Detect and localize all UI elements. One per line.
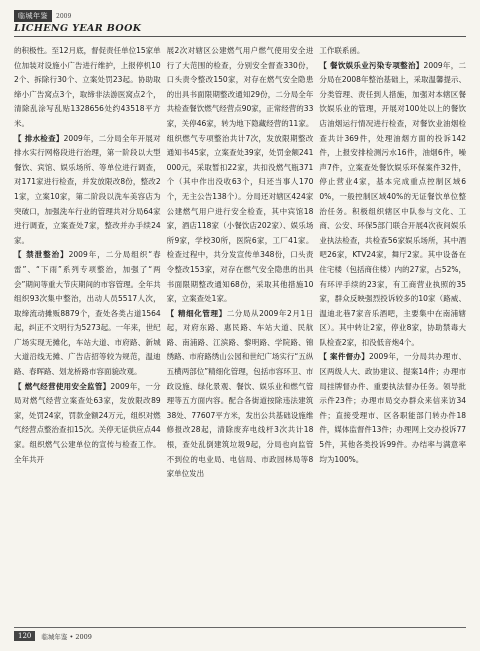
section-paragraph — [167, 307, 314, 482]
body-paragraph: 工作联系函。 — [319, 46, 365, 55]
text-column-1 — [14, 44, 161, 610]
body-paragraph: 展2次对辖区公建燃气用户燃气使用安全进行了大范围的检查，分别安全督查330份，口头责令整改150家，对存在燃气安全隐患的出具书面限期整改通知29份，二分局全年共检查餐饮燃气经营点90家，正常经营的33家，关停46家，转为地下隐藏经营的11家。组织燃气专项整治共计7次，发放限期整改通知书45家，立案查处39家，处罚金额241000元，采取暂扣22家，共扣没燃气瓶371个（其中作出没收63个，归还当事人170个，无主公告138个）。分局还对辖区424家公建燃气用户进行安全检查，其中宾馆18家，酒店118家（小餐饮店202家）、娱乐场所9家，学校30所，医院6家，工厂41家。检查过程中，共分发宣传单348份，口头责令整改153家，对存在燃气安全隐患的出具书面限期整改通知68份，采取其他措施10家，立案查处1家。 — [166, 46, 314, 304]
section-body-text: 2009年，二分局组织“春雷”、“下雨”系列专项整治，加强了“两会”期间等重大节庆期间的市容管理。全年共组织93次集中整治，出动人员5517人次，取缔流动摊贩8879个，查处各类占道1564起，纠正不文明行为5273起。一年来，世纪广场实现无摊化，车站大道、市府路、新城大道沿线无摊、广告店招等较为规范，温迪路、春晖路、划龙桥路市容面貌改观。 — [14, 250, 161, 377]
section-body-text: 2009年，一分局对燃气经营立案查处63家，发放限改89家，处罚24家，罚款金额24万元，组织对燃气经营点整治查扣15次。关停无证供应点44家。组织燃气公建单位的宣传与检查工作。全年共开 — [14, 381, 161, 464]
page-header — [14, 10, 466, 37]
body-paragraph: 的积极性。至12月底，督促责任单位15家单位加装对设施小广告进行维护，上报停机102个、拆除行30个、立案处罚23起。协助取缔小广告窝点3个，取缔非法游医窝点2个，清除乱涂写乱贴1328656处约43518平方米。 — [14, 46, 161, 128]
header-english-title: LICHENG YEAR BOOK — [14, 23, 142, 34]
section-paragraph — [319, 350, 466, 467]
section-paragraph — [14, 380, 161, 468]
text-column-3 — [319, 44, 466, 610]
section-paragraph — [319, 59, 466, 351]
footer-row — [14, 631, 466, 641]
text-column-2 — [167, 44, 314, 610]
section-heading: 【 案件督办】 — [319, 352, 369, 362]
header-year: 2009 — [56, 12, 72, 20]
section-paragraph — [14, 132, 161, 249]
header-divider — [14, 36, 466, 37]
section-heading: 【 精细化管理】 — [166, 308, 227, 318]
section-heading: 【 禁泄整治】 — [14, 250, 69, 260]
section-paragraph — [14, 248, 161, 379]
section-body-text: 2009年，二分局全年开展对排水实行网格段进行治理，第一阶段以大型餐饮、宾馆、娱乐场所、等单位进行调查，对171家进行检查，并发放限改8份，整改21家，立案10家，第二阶段以洗车美容店为突破口，加强洗车行业的管理共对分局64家进行调查，立案查处7家，整改并办手续24家。 — [14, 133, 161, 245]
section-body-text: 2009年，二分局在2008年整治基础上，采取温馨提示、分类管理、责任到人措施，加强对本辖区餐饮娱乐业的管理，开展对100处以上的餐饮店油烟运行情况进行检查，对餐饮业油烟检查共计369件，处理油烟方面的投诉142件，上报安排检测污水16件，油烟6件，噪声7件，立案查处餐饮娱乐环保案件32件，停止营业4家，基本完成重点控制区域60%，一般控制区域40%的无证餐饮单位整治任务。积极组织辖区中队参与文化、工商、公安、环保5部门联合开展4次夜间娱乐业执法检查，共检查56家娱乐场所，其中酒吧26家，KTV24家，舞厅2家。其中设备在住宅楼（包括商住楼）内的27家，占52%，有环评手续的23家，有工商营业执照的35家，群众反映强烈投诉较多的10家（路威、温迪北巷7家音乐酒吧，主要集中在南浦辖区）。其中转让2家，停业8家，协助禁毒大队检查2家，扣没低音炮4个。 — [319, 60, 467, 347]
section-heading: 【 排水检查】 — [14, 133, 64, 143]
section-body-text: 二分局从2009年2月1日起，对府东路、惠民路、车站大道、民航路、南浦路、江滨路、黎明路、学院路、锦绣路、市府路绣山公园和世纪广场实行“五纵五横两部位”精细化管理，包括市容环卫、市政设施、绿化景观、餐饮、娱乐业和燃气管理等五方面内容。配合各街道按除违法建筑38处、77607平方米，发出公共基础设施维修报改28起，清除废弃电线杆3次共计18根，查处乱倒建筑垃圾9起，分局也向监管不到位的电业局、电信局、市政园林局等8家单位发出 — [166, 308, 314, 479]
footer-title: 临城年鉴 • 2009 — [41, 632, 92, 641]
page-footer — [14, 627, 466, 641]
page-number: 120 — [14, 631, 35, 641]
section-heading: 【 餐饮娱乐业污染专项整治】 — [319, 60, 424, 70]
header-logo-row — [14, 10, 466, 22]
text-columns — [14, 44, 466, 610]
section-heading: 【 燃气经营使用安全监管】 — [14, 381, 111, 391]
section-body-text: 2009年，一分局共办理市、区两级人大、政协建议、提案14件；办理市局挂牌督办件、重要执法督办任务。领导批示件23件；办理市局交办群众来信来访34件；直接受理市、区各职能部门转办件18件，媒体监督件13件；办理网上交办投诉775件，其他各类投诉99件。办结率与满意率均为100%。 — [319, 352, 467, 464]
yearbook-logo: 临城年鉴 — [14, 10, 52, 22]
footer-divider — [14, 627, 466, 628]
